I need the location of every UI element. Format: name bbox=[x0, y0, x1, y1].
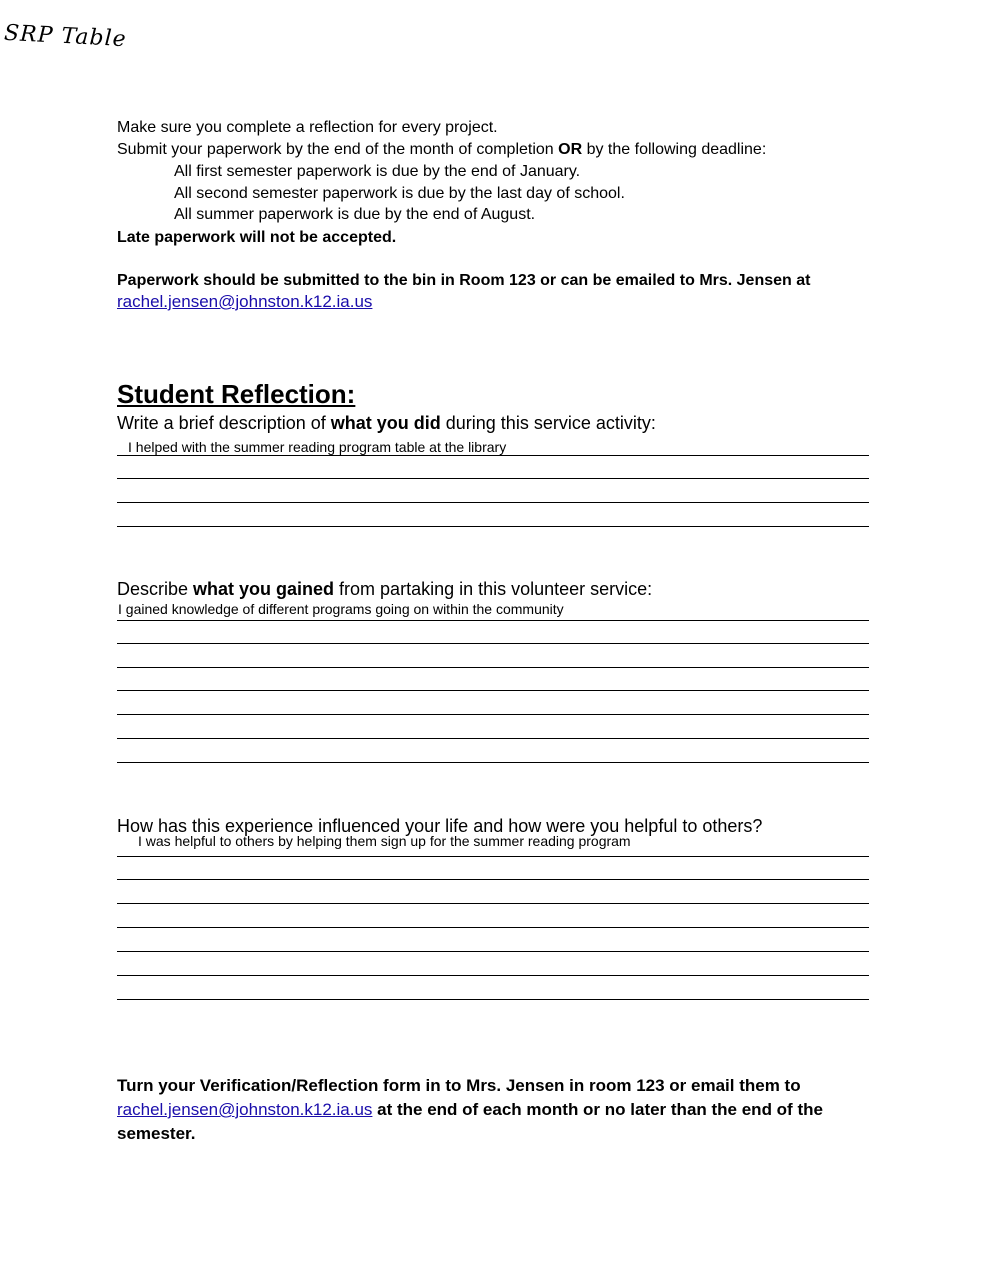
section-title: Student Reflection: bbox=[117, 379, 356, 409]
question-what-you-did: Write a brief description of what you did during this service activity: bbox=[117, 413, 656, 433]
answer-line bbox=[117, 643, 869, 644]
instruction-reflection: Make sure you complete a reflection for every project. bbox=[117, 119, 498, 136]
answer-line bbox=[117, 762, 869, 763]
answer-line bbox=[117, 856, 869, 857]
deadline-second-semester: All second semester paperwork is due by the last day of school. bbox=[174, 185, 625, 202]
answer-what-you-did[interactable]: I helped with the summer reading program table at the library bbox=[128, 439, 507, 455]
answer-line bbox=[117, 738, 869, 739]
handwritten-note: SRP Table bbox=[3, 20, 128, 53]
answer-line bbox=[117, 667, 869, 668]
answer-line bbox=[117, 903, 869, 904]
answer-line bbox=[117, 455, 869, 456]
email-link-container bbox=[117, 292, 372, 313]
deadline-first-semester: All first semester paperwork is due by the end of January. bbox=[174, 163, 581, 180]
answer-line bbox=[117, 975, 869, 976]
answer-line bbox=[117, 714, 869, 715]
answer-influence[interactable]: I was helpful to others by helping them sign up for the summer reading program bbox=[138, 833, 631, 849]
answer-what-you-gained[interactable]: I gained knowledge of different programs going on within the community bbox=[118, 601, 564, 617]
answer-line bbox=[117, 526, 869, 527]
footer-email-link[interactable]: rachel.jensen@johnston.k12.ia.us bbox=[117, 1100, 373, 1119]
question-what-you-gained: Describe what you gained from partaking in this volunteer service: bbox=[117, 579, 653, 599]
footer-instructions: Turn your Verification/Reflection form in to Mrs. Jensen in room 123 or email them to rachel.jensen@johnston.k12.ia.us at the end of each month or no later than the end of the semester. bbox=[117, 1076, 823, 1143]
answer-line bbox=[117, 620, 869, 621]
instruction-submit-deadline: Submit your paperwork by the end of the month of completion OR by the following deadline: bbox=[117, 141, 767, 158]
email-link[interactable]: rachel.jensen@johnston.k12.ia.us bbox=[117, 292, 373, 311]
late-notice: Late paperwork will not be accepted. bbox=[117, 229, 397, 246]
submit-instructions: Paperwork should be submitted to the bin in Room 123 or can be emailed to Mrs. Jensen at bbox=[117, 272, 811, 289]
answer-line bbox=[117, 999, 869, 1000]
answer-line bbox=[117, 879, 869, 880]
question-influence: How has this experience influenced your life and how were you helpful to others? bbox=[117, 816, 763, 836]
answer-line bbox=[117, 951, 869, 952]
answer-line bbox=[117, 478, 869, 479]
deadline-summer: All summer paperwork is due by the end of August. bbox=[174, 206, 536, 223]
answer-line bbox=[117, 502, 869, 503]
answer-line bbox=[117, 690, 869, 691]
answer-line bbox=[117, 927, 869, 928]
